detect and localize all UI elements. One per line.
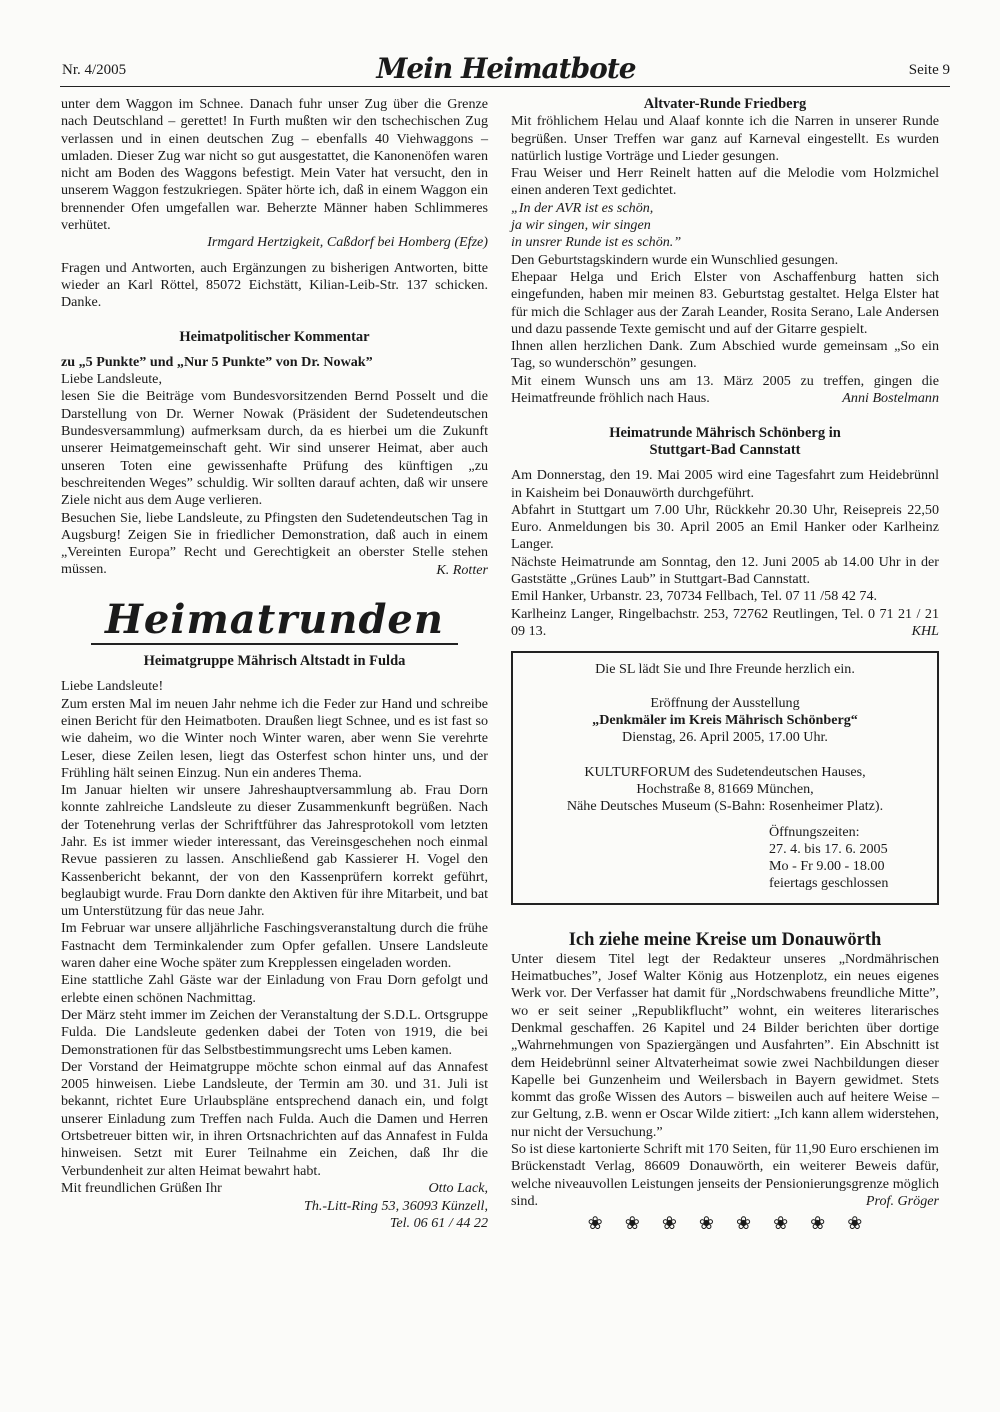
box-exhibition-title: „Denkmäler im Kreis Mährisch Schönberg“ xyxy=(592,712,858,729)
donauwoerth-title: Ich ziehe meine Kreise um Donauwörth xyxy=(568,929,882,950)
letter-paragraph: unter dem Waggon im Schnee. Danach fuhr unser Zug über die Grenze nach Deutschland – gerettet! In Furth mußten wir den tschechischen Zug verlassen und in einen deutschen Zug – ebenfalls 40 Viehwaggons – umladen. Dieser Zug war nicht so gut ausgestattet, die Kanonenöfen waren nicht am Boden des Waggons befestigt. Mein Vater hat versucht, den in unserem Waggon festzukriegen. Später hörte ich, daß in einem Waggon ein brennender Ofen umgefallen war. Beherzte Männer haben Schlimmeres verhütet. xyxy=(61,96,488,234)
friedberg-paragraph: Frau Weiser und Herr Reinelt hatten auf die Melodie vom Holzmichel einen anderen Text gedichtet. xyxy=(511,165,939,199)
box-line: Hochstraße 8, 81669 München, xyxy=(636,780,814,797)
fulda-paragraph: Im Januar hielten wir unsere Jahreshauptversammlung ab. Frau Dorn konnte zahlreiche Landsleute zu dieser Zusammenkunft begrüßen. Nach der Totenehrung verlas der Schriftführer das Jahresprotokoll vom letzten Jahr. Es ist immer wieder interessant, das Vereinsgeschehen noch einmal Revue passieren zu lassen. Anschließend gab Kassierer H. Vogel den Kassenbericht bekannt, der von den Kassenprüfern korrekt geführt, beglaubigt wurde. Frau Dorn dankte den Aktiven für ihre Mitarbeit, und bat um Unterstützung für das neue Jahr. xyxy=(61,782,489,920)
commentary-paragraph: lesen Sie die Beiträge vom Bundesvorsitzenden Bernd Posselt und die Darstellung von Dr. Werner Nowak (Präsident der Sudetendeutschen Bundesversammlung) aufmerksam durch, da es hierbei um die Zukunft unserer Heimatgemeinschaft geht. Wir sind unserer Heimat, aber auch unseren Toten eine gewissenhafte Prüfung des künftigen „zu beschreitenden Weges” schuldig. Wir sollten darauf achten, daß wir unsere Ziele nicht aus dem Auge verlieren. xyxy=(61,388,488,509)
stuttgart-contact: Emil Hanker, Urbanstr. 23, 70734 Fellbach, Tel. 07 11 /58 42 74. xyxy=(511,588,878,605)
commentary-paragraph: Besuchen Sie, liebe Landsleute, zu Pfingsten den Sudetendeutschen Tag in Augsburg! Zeigen Sie in friedlicher Demonstration, daß auch in einem „Vereinten Europa” Recht und Gerechtigkeit an oberster Stelle stehen müssen. xyxy=(61,509,488,578)
stuttgart-title-line2: Stuttgart-Bad Cannstatt xyxy=(649,441,801,458)
fulda-paragraph: Der Vorstand der Heimatgruppe möchte schon einmal auf das Annafest 2005 hinweisen. Liebe Landsleute, der Termin am 30. und 31. Juli ist bekannt, richtet Eure Urlaubspläne entsprechend danach ein, und folgt unserer Einladung zum Treffen nach Fulda. Auch die Damen und Herren Ortsbetreuer bitten wir, in ihren Ortsnachrichten auf das Annafest in Fulda hinweisen. Setzt mit Eurer Teilnahme ein Zeichen, daß Ihr die Verbundenheit zur alten Heimat bewahrt habt. xyxy=(61,1058,488,1179)
header-rule xyxy=(60,86,950,87)
friedberg-paragraph: Mit fröhlichem Helau und Alaaf konnte ich die Narren in unserer Runde begrüßen. Unser Treffen war ganz auf Karneval eingestellt. Es wurden natürlich lustige Vorträge und Lieder gesungen. xyxy=(511,113,939,164)
friedberg-quote-line: „In der AVR ist es schön, xyxy=(511,199,654,216)
issue-number: Nr. 4/2005 xyxy=(62,62,127,78)
page-number: Seite 9 xyxy=(908,62,950,78)
donauwoerth-signature: Prof. Gröger xyxy=(865,1193,939,1210)
donauwoerth-paragraph: Unter diesem Titel legt der Redakteur unseres „Nordmährischen Heimatbuches”, Josef Walter König aus Hotzenplotz, ein neues eigenes Werk vor. Der Verfasser hat damit für „Nordschwabens freundliche Mitte”, wo er seit seiner „Republikflucht” wohnt, ein weiteres literarisches Denkmal geschaffen. 26 Kapitel und 24 Bilder berichten über dortige „Wahrnehmungen von Spaziergängen und Ausfahrten”. Ein Abschnitt ist dem Heidebrünnl seiner Altvaterheimat sowie zwei Nachbildungen dieser Kapelle bei Gunzenheim und Weilersbach in Bayern gewidmet. Stets kommt das große Wissen des Autors – bisweilen auch auf heitere Weise – zur Geltung, z.B. wenn er Oscar Wilde zitiert: „Ich kann allem widerstehen, nur nicht der Versuchung.” xyxy=(511,950,939,1140)
fulda-paragraph: Zum ersten Mal im neuen Jahr nehme ich die Feder zur Hand und schreibe einen Bericht für den Heimatboten. Draußen liegt Schnee, und es ist fast so wie daheim, wo die Winter noch Winter waren, aber wenn Sie verehrte Leser, diese Zeilen lesen, liegt das Osterfest schon hinter uns, und der Frühling hält seinen Einzug. Nun ein anderes Thema. xyxy=(61,695,488,781)
left-column xyxy=(61,96,488,1232)
friedberg-title: Altvater-Runde Friedberg xyxy=(643,96,807,112)
friedberg-paragraph: Ehepaar Helga und Erich Elster von Aschaffenburg hatten sich eingefunden, haben mir meinen 83. Geburtstag gestaltet. Helga Elster hat für mich die Schlager aus der Zarah Leander, Rosita Serano, Lale Andersen und dazu passende Texte gemischt und auf der Gitarre gespielt. xyxy=(511,268,939,337)
page-header xyxy=(62,52,950,85)
stuttgart-signature: KHL xyxy=(911,623,939,640)
friedberg-paragraph: Den Geburtstagskindern wurde ein Wunschlied gesungen. xyxy=(511,251,839,268)
box-line: Dienstag, 26. April 2005, 17.00 Uhr. xyxy=(622,729,828,746)
box-line: Die SL lädt Sie und Ihre Freunde herzlich ein. xyxy=(595,660,855,677)
commentary-title: Heimatpolitischer Kommentar xyxy=(179,328,370,345)
fulda-paragraph: Der März steht immer im Zeichen der Veranstaltung der S.D.L. Ortsgruppe Fulda. Die Landsleute gedenken dabei der Toten von 1919, die bei Demonstrationen für das Selbstbestimmungsrecht ums Leben kamen. xyxy=(61,1006,488,1058)
commentary-subtitle: zu „5 Punkte” und „Nur 5 Punkte” von Dr. Nowak” xyxy=(61,353,373,370)
friedberg-paragraph: Mit einem Wunsch uns am 13. März 2005 zu treffen, gingen die Heimatfreunde fröhlich nach Haus. xyxy=(511,372,939,407)
fulda-signature-address: Th.-Litt-Ring 53, 36093 Künzell, xyxy=(303,1197,488,1214)
box-line: Eröffnung der Ausstellung xyxy=(650,694,800,711)
fulda-signature-phone: Tel. 06 61 / 44 22 xyxy=(389,1214,488,1231)
opening-hours-holidays: feiertags geschlossen xyxy=(769,875,889,892)
friedberg-quote-line: ja wir singen, wir singen xyxy=(511,217,651,234)
letter-signature: Irmgard Hertzigkeit, Caßdorf bei Homberg (Efze) xyxy=(207,234,488,251)
masthead-logo: Mein Heimatbote xyxy=(376,52,636,85)
friedberg-signature: Anni Bostelmann xyxy=(842,390,939,407)
box-line: Nähe Deutsches Museum (S-Bahn: Rosenheimer Platz). xyxy=(566,798,884,815)
opening-hours-dates: 27. 4. bis 17. 6. 2005 xyxy=(769,840,888,857)
stuttgart-paragraph: Am Donnerstag, den 19. Mai 2005 wird eine Tagesfahrt zum Heidebrünnl in Kaisheim bei Donauwörth durchgeführt. xyxy=(511,467,939,501)
fulda-paragraph: Im Februar war unsere alljährliche Faschingsveranstaltung durch die frühe Fastnacht dem Terminkalender zum Opfer gefallen. Unsere Landsleute waren daher eine Woche später zum Krepplessen eingeladen worden. xyxy=(61,920,488,972)
stuttgart-paragraph: Nächste Heimatrunde am Sonntag, den 12. Juni 2005 ab 14.00 Uhr in der Gaststätte „Grünes Laub” in Stuttgart-Bad Cannstatt. xyxy=(511,553,939,588)
box-line: KULTURFORUM des Sudetendeutschen Hauses, xyxy=(584,763,866,780)
commentary-greeting: Liebe Landsleute, xyxy=(61,371,162,388)
fulda-signature-name: Otto Lack, xyxy=(428,1180,488,1197)
fulda-title: Heimatgruppe Mährisch Altstadt in Fulda xyxy=(143,653,406,670)
contact-paragraph: Fragen und Antworten, auch Ergänzungen zu bisherigen Antworten, bitte wieder an Karl Röttel, 85072 Eichstätt, Kilian-Leib-Str. 137 schicken. Danke. xyxy=(61,259,488,311)
stuttgart-title-line1: Heimatrunde Mährisch Schönberg in xyxy=(609,424,841,441)
commentary-signature: K. Rotter xyxy=(436,561,488,578)
flower-ornament-row: ❀❀❀❀❀❀❀❀ xyxy=(587,1212,885,1233)
stuttgart-contact: Karlheinz Langer, Ringelbachstr. 253, 72762 Reutlingen, Tel. 0 71 21 / 21 09 13. xyxy=(511,605,939,639)
friedberg-paragraph: Ihnen allen herzlichen Dank. Zum Abschied wurde gemeinsam „So ein Tag, so wunderschön” gesungen. xyxy=(511,338,939,372)
opening-hours-label: Öffnungszeiten: xyxy=(769,823,860,840)
stuttgart-paragraph: Abfahrt in Stuttgart um 7.00 Uhr, Rückkehr 20.30 Uhr, Reisepreis 22,50 Euro. Anmeldungen bis 30. April 2005 an Emil Hanker oder Karlheinz Langer. xyxy=(511,501,939,553)
fulda-greeting: Liebe Landsleute! xyxy=(61,678,164,695)
donauwoerth-paragraph: So ist diese kartonierte Schrift mit 170 Seiten, für 11,90 Euro erschienen im Brückenstadt Verlag, 86609 Donauwörth, ein weiterer Beweis dafür, welche niveauvollen Leistungen jenseits der Pensionierungsgrenze möglich sind. xyxy=(511,1141,939,1209)
opening-hours-times: Mo - Fr 9.00 - 18.00 xyxy=(769,858,885,875)
right-column xyxy=(511,96,939,1232)
fulda-closing: Mit freundlichen Grüßen Ihr xyxy=(61,1179,222,1196)
section-title-heimatrunden: Heimatrunden xyxy=(61,597,488,643)
exhibition-announcement-box xyxy=(511,651,939,905)
friedberg-quote-line: in unsrer Runde ist es schön.” xyxy=(511,234,682,251)
fulda-paragraph: Eine stattliche Zahl Gäste war der Einladung von Frau Dorn gefolgt und erlebte einen schönen Nachmittag. xyxy=(61,972,488,1006)
